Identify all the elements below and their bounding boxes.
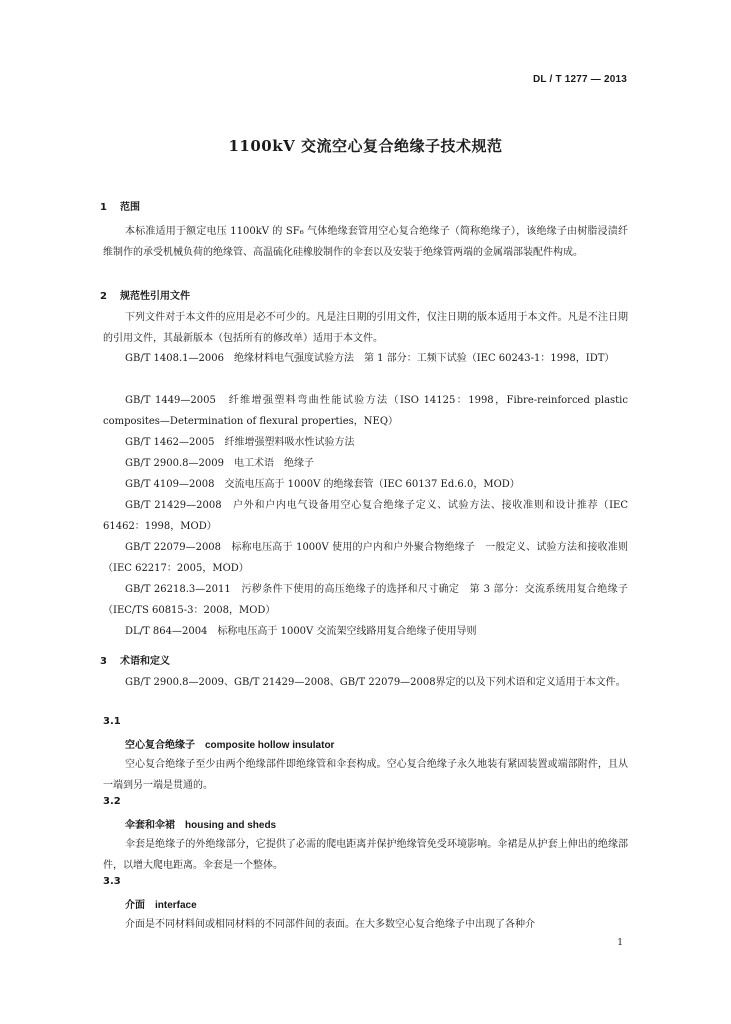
reference-item: GB/T 21429—2008 户外和户内电气设备用空心复合绝缘子定义、试验方法、接收准则和设计推荐（IEC 61462：1998，MOD） [103,500,628,532]
section-number: 3 [100,656,107,667]
term-definition: 伞套是绝缘子的外绝缘部分，它提供了必需的爬电距离并保护绝缘管免受环境影响。伞裙是从护套上伸出的绝缘部件，以增大爬电距离。伞套是一个整体。 [103,839,628,871]
reference-item: GB/T 4109—2008 交流电压高于 1000V 的绝缘套管（IEC 60137 Ed.6.0，MOD） [125,479,520,490]
section-1-heading [100,198,140,213]
reference-item: GB/T 1449—2005 纤维增强塑料弯曲性能试验方法（ISO 14125：1998，Fibre-reinforced plastic composites—Determination of flexural properties，NEQ） [103,395,628,427]
reference-item: DL/T 864—2004 标称电压高于 1000V 交流架空线路用复合绝缘子使用导则 [125,626,477,637]
reference-item: GB/T 2900.8—2009 电工术语 绝缘子 [125,458,314,469]
section-2-heading [100,287,190,302]
references-intro: 下列文件对于本文件的应用是必不可少的。凡是注日期的引用文件，仅注日期的版本适用于本文件。凡是不注日期的引用文件，其最新版本（包括所有的修改单）适用于本文件。 [103,312,628,344]
reference-item: GB/T 1408.1—2006 绝缘材料电气强度试验方法 第 1 部分：工频下试验（IEC 60243-1：1998，IDT） [125,353,615,364]
term-zh: 介面 [125,900,145,911]
term-definition: 介面是不同材料间或相同材料的不同部件间的表面。在大多数空心复合绝缘子中出现了各种介 [125,919,535,930]
reference-item: GB/T 1462—2005 纤维增强塑料吸水性试验方法 [125,437,355,448]
reference-item: GB/T 26218.3—2011 污秽条件下使用的高压绝缘子的选择和尺寸确定 第 3 部分：交流系统用复合绝缘子（IEC/TS 60815-3：2008，MOD） [103,584,628,616]
term-number: 3.2 [103,796,121,807]
page-number: 1 [617,938,623,948]
term-zh: 空心复合绝缘子 [125,740,195,751]
term-heading [125,736,334,751]
section-title: 规范性引用文件 [120,291,190,302]
term-en: composite hollow insulator [205,740,335,751]
section-title: 术语和定义 [120,656,170,667]
scope-paragraph: 本标准适用于额定电压 1100kV 的 SF₆ 气体绝缘套管用空心复合绝缘子（简称绝缘子），该绝缘子由树脂浸渍纤维制作的承受机械负荷的绝缘管、高温硫化硅橡胶制作的伞套以及安装于绝缘管两端的金属端部装配件构成。 [103,226,628,258]
term-number: 3.3 [103,876,121,887]
term-heading [125,896,197,911]
section-3-heading [100,652,170,667]
terms-intro: GB/T 2900.8—2009、GB/T 21429—2008、GB/T 22079—2008界定的以及下列术语和定义适用于本文件。 [125,677,626,688]
term-zh: 伞套和伞裙 [125,820,175,831]
term-heading [125,816,276,831]
section-number: 1 [100,202,107,213]
section-number: 2 [100,291,107,302]
section-title: 范围 [120,202,140,213]
reference-item: GB/T 22079—2008 标称电压高于 1000V 使用的户内和户外聚合物绝缘子 一般定义、试验方法和接收准则（IEC 62217：2005，MOD） [103,542,628,574]
term-en: housing and sheds [185,820,277,831]
term-number: 3.1 [103,716,121,727]
standard-code-header: DL / T 1277 — 2013 [532,74,627,85]
term-definition: 空心复合绝缘子至少由两个绝缘部件即绝缘管和伞套构成。空心复合绝缘子永久地装有紧固装置或端部附件，且从一端到另一端是贯通的。 [103,759,628,791]
term-en: interface [155,900,197,911]
document-title: 1100kV 交流空心复合绝缘子技术规范 [228,137,503,155]
